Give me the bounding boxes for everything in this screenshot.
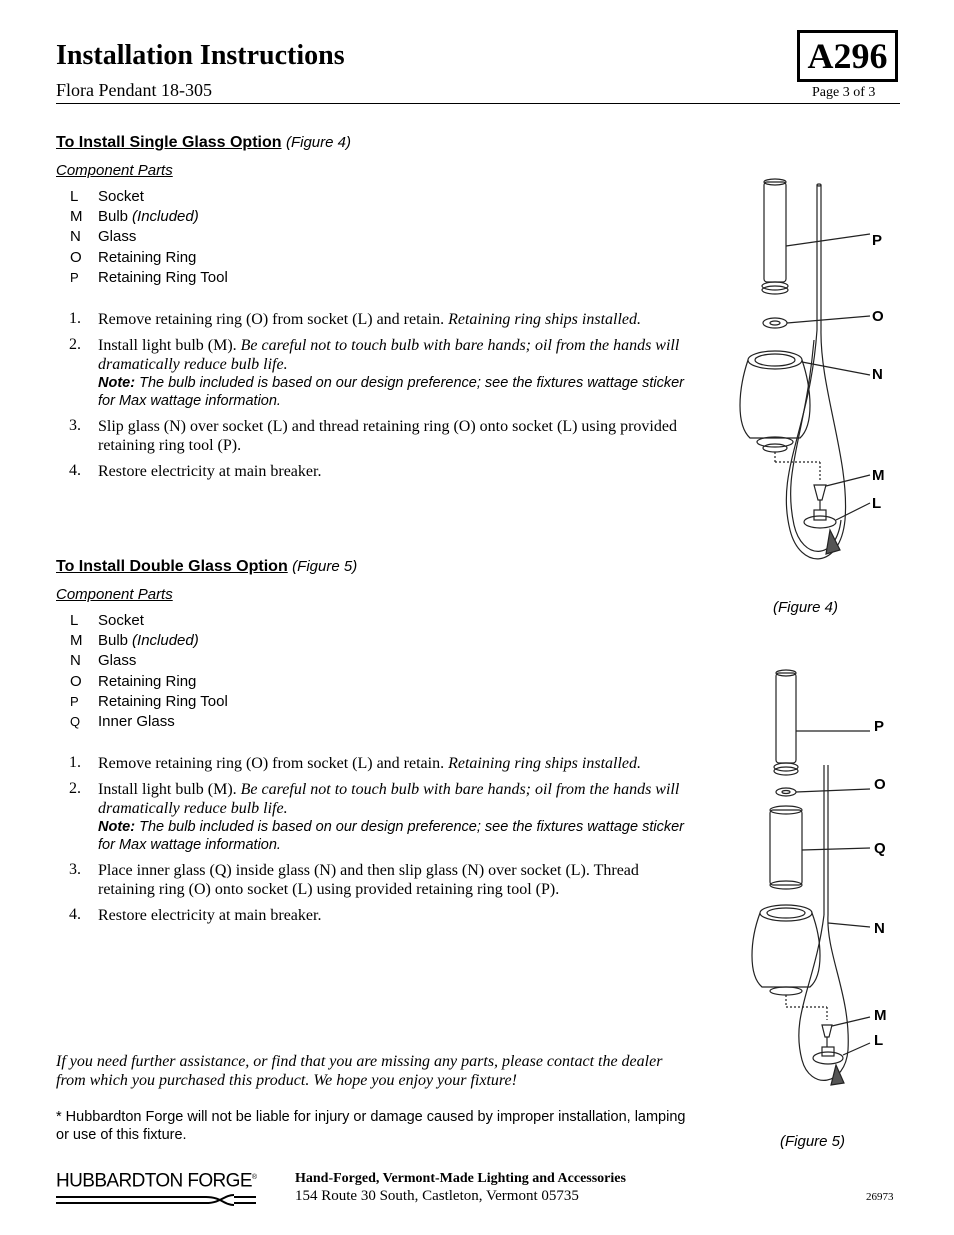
part-letter: N (70, 652, 81, 670)
part-letter: N (70, 228, 81, 246)
section-single-glass-heading (56, 134, 351, 152)
step-text-block (98, 417, 696, 455)
step-text-block (98, 754, 696, 773)
figure-5-callout-l: L (874, 1032, 884, 1049)
step-text-block (98, 861, 696, 899)
logo-wordmark: HUBBARDTON FORGE (56, 1170, 252, 1192)
part-name: Retaining Ring Tool (98, 692, 228, 710)
step-number: 4. (69, 462, 81, 479)
part-name: Retaining Ring (98, 248, 197, 266)
section-figure-ref: (Figure 5) (292, 558, 358, 575)
footer-address: 154 Route 30 South, Castleton, Vermont 05735 (295, 1188, 579, 1204)
part-item (56, 207, 228, 227)
part-item (56, 248, 228, 268)
step-number: 2. (69, 336, 81, 353)
part-note: (Included) (132, 208, 199, 226)
step-text: Slip glass (N) over socket (L) and thread retaining ring (O) onto socket (L) using provided retaining ring tool (P). (98, 418, 677, 454)
component-parts-label: Component Parts (56, 586, 173, 603)
part-item (56, 187, 228, 207)
part-letter: L (70, 188, 79, 205)
part-item (56, 672, 228, 692)
registered-mark: ® (251, 1174, 257, 1181)
part-item (56, 611, 228, 631)
part-name: Bulb (98, 632, 129, 650)
step-number: 2. (69, 780, 81, 797)
part-item (56, 692, 228, 712)
note-label: Note: (98, 375, 136, 391)
part-item (56, 651, 228, 671)
step-text-block (98, 906, 696, 925)
step-caution: Retaining ring ships installed. (448, 755, 641, 772)
part-letter: P (70, 693, 79, 709)
liability-disclaimer: * Hubbardton Forge will not be liable for injury or damage caused by improper installation, lamping or use of this fixture. (56, 1109, 686, 1143)
step-item (56, 754, 696, 773)
figure-4-callout-l: L (872, 495, 882, 512)
step-item (56, 861, 696, 899)
figure-4-callout-o: O (872, 308, 884, 325)
step-item (56, 780, 696, 854)
figure-4-callout-n: N (872, 366, 883, 383)
part-note: (Included) (132, 632, 199, 650)
part-letter: L (70, 612, 79, 629)
part-name: Glass (98, 228, 137, 246)
figure-5-callout-n: N (874, 920, 885, 937)
product-subtitle: Flora Pendant 18-305 (56, 80, 212, 100)
parts-list (56, 187, 228, 288)
note-label: Note: (98, 819, 136, 835)
part-name: Glass (98, 652, 137, 670)
step-number: 3. (69, 861, 81, 878)
section-figure-ref: (Figure 4) (285, 134, 351, 151)
step-text-block (98, 462, 696, 481)
part-item (56, 631, 228, 651)
step-text: Remove retaining ring (O) from socket (L) and retain. (98, 311, 445, 328)
step-note (98, 818, 696, 854)
page-number: Page 3 of 3 (812, 85, 876, 100)
part-name: Socket (98, 612, 144, 629)
step-item (56, 336, 696, 410)
part-letter: Q (70, 714, 81, 730)
step-text: Install light bulb (M). (98, 337, 237, 354)
step-text: Restore electricity at main breaker. (98, 463, 322, 480)
footer-doc-number: 26973 (866, 1191, 894, 1203)
part-name: Retaining Ring Tool (98, 268, 228, 286)
assistance-note: If you need further assistance, or find that you are missing any parts, please contact the dealer from which you purchased this product. We hope you enjoy your fixture! (56, 1053, 663, 1089)
parts-list (56, 611, 228, 732)
part-letter: M (70, 632, 83, 650)
part-item (56, 268, 228, 288)
step-text-block (98, 336, 696, 410)
part-letter: O (70, 672, 82, 690)
figure-4-callout-p: P (872, 232, 883, 249)
part-item (56, 712, 228, 732)
figure-4-caption: (Figure 4) (773, 599, 839, 616)
step-text: Place inner glass (Q) inside glass (N) and then slip glass (N) over socket (L). Thread retaining ring (O) onto socket (L) using provided retaining ring tool (P). (98, 862, 639, 898)
step-caution: Be careful not to touch bulb with bare hands; oil from the hands will dramatically reduce bulb life. (98, 337, 680, 373)
step-text: Install light bulb (M). (98, 781, 237, 798)
step-text-block (98, 310, 696, 329)
section-heading-text: To Install Single Glass Option (56, 134, 282, 151)
part-name: Retaining Ring (98, 672, 197, 690)
step-text-block (98, 780, 696, 854)
part-item (56, 227, 228, 247)
step-caution: Retaining ring ships installed. (448, 311, 641, 328)
footer-tagline: Hand-Forged, Vermont-Made Lighting and Accessories (295, 1171, 626, 1186)
header-divider (56, 103, 900, 104)
figure-5-caption: (Figure 5) (780, 1133, 846, 1150)
instruction-steps (56, 310, 696, 488)
step-number: 4. (69, 906, 81, 923)
part-letter: O (70, 248, 82, 266)
step-item (56, 462, 696, 481)
figure-5-callout-o: O (874, 776, 886, 793)
part-letter: P (70, 269, 79, 285)
part-name: Socket (98, 188, 144, 205)
part-name: Bulb (98, 208, 129, 226)
step-number: 1. (69, 310, 81, 327)
section-double-glass-heading (56, 558, 357, 576)
step-item (56, 906, 696, 925)
step-note (98, 374, 696, 410)
instruction-steps (56, 754, 696, 932)
part-letter: M (70, 208, 83, 226)
note-text: The bulb included is based on our design preference; see the fixtures wattage sticker for Max wattage information. (98, 375, 684, 409)
figure-4-callout-m: M (872, 467, 885, 484)
step-caution: Be careful not to touch bulb with bare hands; oil from the hands will dramatically reduce bulb life. (98, 781, 680, 817)
section-heading-text: To Install Double Glass Option (56, 558, 288, 575)
note-text: The bulb included is based on our design preference; see the fixtures wattage sticker for Max wattage information. (98, 819, 684, 853)
page-title: Installation Instructions (56, 40, 345, 71)
document-code-box: A296 (797, 30, 898, 82)
component-parts-label: Component Parts (56, 162, 173, 179)
figure-5-diagram (730, 665, 880, 1100)
hubbardton-forge-logo (56, 1168, 262, 1208)
step-text: Restore electricity at main breaker. (98, 907, 322, 924)
step-number: 1. (69, 754, 81, 771)
step-item (56, 310, 696, 329)
figure-5-callout-m: M (874, 1007, 887, 1024)
figure-5-callout-p: P (874, 718, 885, 735)
step-item (56, 417, 696, 455)
figure-4-diagram (730, 170, 883, 590)
figure-5-callout-q: Q (874, 840, 886, 857)
step-text: Remove retaining ring (O) from socket (L) and retain. (98, 755, 445, 772)
logo-underline-icon (56, 1191, 262, 1209)
step-number: 3. (69, 417, 81, 434)
part-name: Inner Glass (98, 713, 175, 731)
